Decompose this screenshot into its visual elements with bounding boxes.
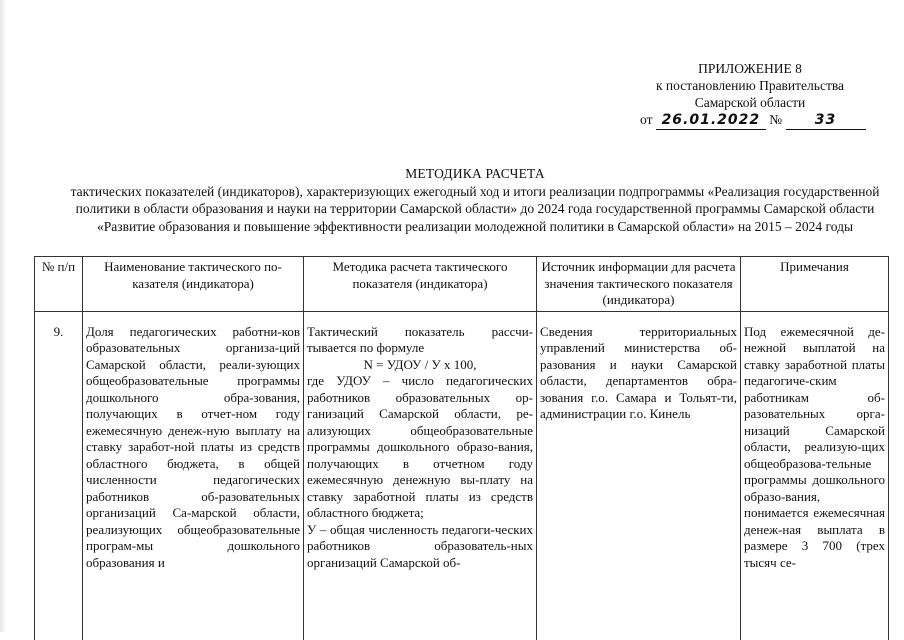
row-method — [304, 320, 537, 640]
from-label: от — [640, 112, 653, 127]
document-title — [60, 165, 890, 235]
decree-number: 33 — [786, 112, 866, 130]
number-label: № — [769, 112, 783, 127]
table-header-row — [35, 257, 889, 312]
appendix-title: ПРИЛОЖЕНИЕ 8 — [698, 61, 802, 76]
header-method: Методика расчета тактического показателя (индикатора) — [304, 257, 537, 312]
header-source: Источник информации для расчета значения тактического показателя (индикатора) — [537, 257, 741, 312]
appendix-region: Самарской области — [694, 95, 806, 110]
row-source: Сведения территориальных управлений министерства об-разования и науки Самарской области, департаментов обра-зования г.о. Самара и Тольят-ти, администрации г.о. Кинель — [537, 320, 741, 640]
header-notes: Примечания — [741, 257, 889, 312]
scan-edge — [0, 0, 6, 632]
row-number: 9. — [35, 320, 83, 640]
table-row — [35, 320, 889, 640]
method-intro: Тактический показатель рассчи-тывается по формуле — [307, 323, 533, 355]
appendix-block — [600, 60, 900, 130]
row-notes: Под ежемесячной де-нежной выплатой на ставку заработной платы педагогиче-ским работникам об-разовательных орга-низаций Самарской области, реализую-щих общеобразова-тельные программы дошкольного образо-вания, понимается ежемесячная денеж-ная выплата в размере 3 700 (трех тысяч се- — [741, 320, 889, 640]
row-indicator-name: Доля педагогических работни-ков образовательных организа-ций Самарской области, реали-зующих общеобразовательные программы дошкольного обра-зования, получающих в отчет-ном году ежемесячную денеж-ную выплату на ставку заработ-ной платы из средств областного бюджета, в общей численности педагогических работников об-разовательных организаций Са-марской области, реализующих общеобразовательные програм-мы дошкольного образования и — [83, 320, 304, 640]
table-gap-row — [35, 311, 889, 320]
header-number: № п/п — [35, 257, 83, 312]
indicators-table — [34, 256, 889, 640]
header-indicator-name: Наименование тактического по-казателя (индикатора) — [83, 257, 304, 312]
method-description: где УДОУ – число педагогических работников образовательных ор-ганизаций Самарской области, ре-ализующих общеобразовательные программы дошкольного образо-вания, получающих в отчетном году ежемесячную денежную вы-плату на ставку заработной платы из средств областного бюджета; У – общая численность педагоги-ческих работников образователь-ных организаций Самарской об- — [307, 373, 533, 570]
title-main: МЕТОДИКА РАСЧЕТА — [405, 166, 545, 181]
method-formula: N = УДОУ / У х 100, — [363, 356, 477, 372]
decree-date-line — [600, 111, 900, 130]
appendix-decree: к постановлению Правительства — [655, 78, 845, 93]
decree-date: 26.01.2022 — [656, 112, 766, 130]
title-subtitle: тактических показателей (индикаторов), характеризующих ежегодный ход и итоги реализации подпрограммы «Реализация государственной политики в области образования и науки на территории Самарской области» до 2024 года государственной программы Самарской области «Развитие образования и повышение эффективности реализации молодежной политики в Самарской области» на 2015 – 2024 годы — [70, 183, 880, 234]
